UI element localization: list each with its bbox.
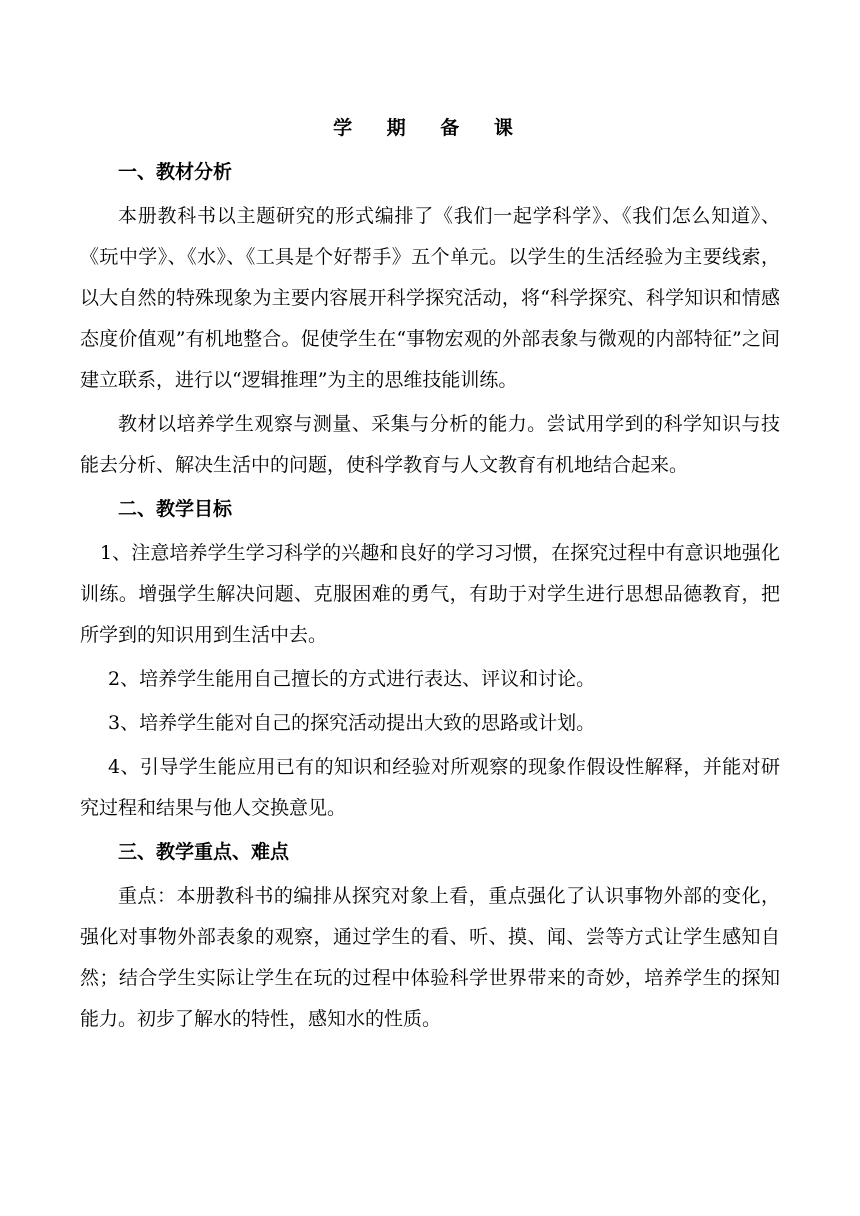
paragraph-goal-4: 4、引导学生能应用已有的知识和经验对所观察的现象作假设性解释，并能对研究过程和结果与他人交换意见。 bbox=[80, 756, 780, 819]
paragraph-materials-2: 教材以培养学生观察与测量、采集与分析的能力。尝试用学到的科学知识与技能去分析、解决生活中的问题，使科学教育与人文教育有机地结合起来。 bbox=[80, 413, 780, 476]
paragraph-goal-2: 2、培养学生能用自己擅长的方式进行表达、评议和讨论。 bbox=[108, 668, 596, 690]
paragraph-goal-1: 1、注意培养学生学习科学的兴趣和良好的学习习惯，在探究过程中有意识地强化训练。增强学生解决问题、克服困难的勇气，有助于对学生进行思想品德教育，把所学到的知识用到生活中去。 bbox=[80, 542, 780, 646]
section-heading-materials: 一、教材分析 bbox=[118, 161, 233, 183]
paragraph-goal-3: 3、培养学生能对自己的探究活动提出大致的思路或计划。 bbox=[108, 712, 596, 734]
page-title: 学 期 备 课 bbox=[333, 117, 527, 139]
paragraph-key-points-1: 重点：本册教科书的编排从探究对象上看，重点强化了认识事物外部的变化，强化对事物外部表象的观察，通过学生的看、听、摸、闻、尝等方式让学生感知自然；结合学生实际让学生在玩的过程中体验科学世界带来的奇妙，培养学生的探知能力。初步了解水的特性，感知水的性质。 bbox=[80, 885, 780, 1030]
paragraph-materials-1: 本册教科书以主题研究的形式编排了《我们一起学科学》、《我们怎么知道》、《玩中学》、《水》、《工具是个好帮手》五个单元。以学生的生活经验为主要线索，以大自然的特殊现象为主要内容展开科学探究活动，将“科学探究、科学知识和情感态度价值观”有机地整合。促使学生在“事物宏观的外部表象与微观的内部特征”之间建立联系，进行以“逻辑推理”为主的思维技能训练。 bbox=[80, 205, 780, 391]
document-body bbox=[80, 152, 780, 1043]
section-heading-key-points: 三、教学重点、难点 bbox=[118, 841, 290, 863]
section-heading-goals: 二、教学目标 bbox=[118, 498, 233, 520]
